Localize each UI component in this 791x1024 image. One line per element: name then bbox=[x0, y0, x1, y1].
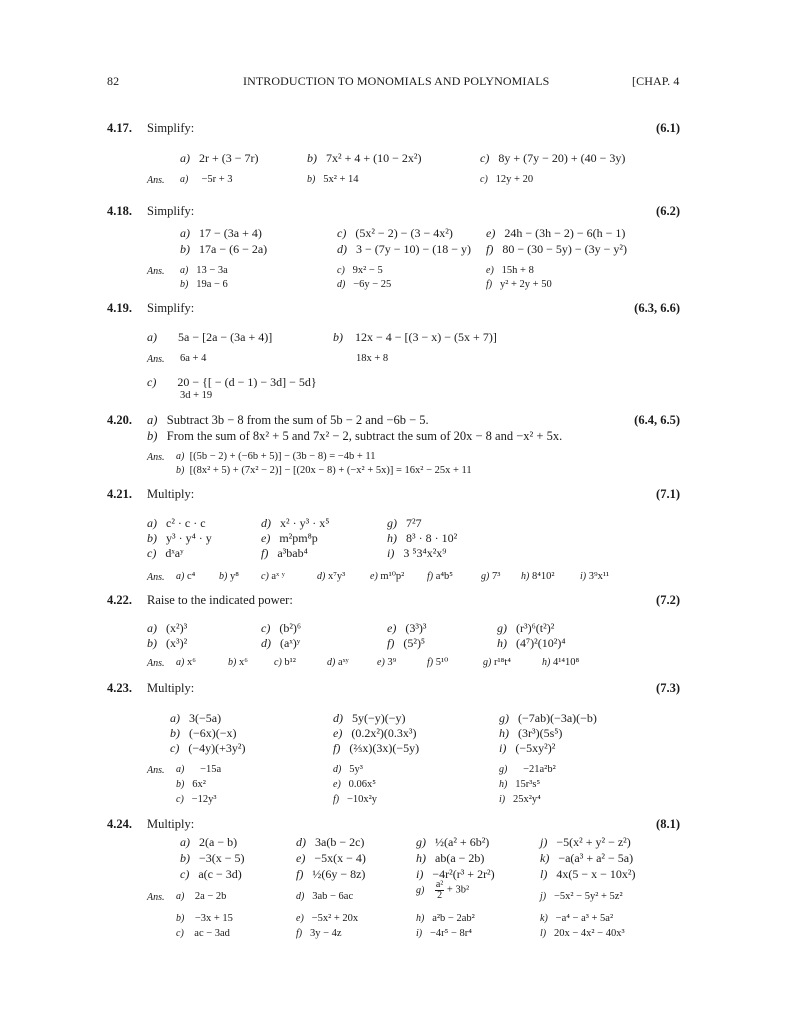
answer-item: b) [(8x² + 5) + (7x² − 2)] − [(20x − 8) + (−x² + 5x)] = 16x² − 25x + 11 bbox=[176, 465, 472, 476]
answer-item: c) b¹² bbox=[274, 657, 296, 668]
exercise-item: a) 2(a − b) bbox=[180, 835, 238, 849]
exercise-item: d) 3a(b − 2c) bbox=[296, 835, 365, 849]
exercise-item: b) 7x² + 4 + (10 − 2x²) bbox=[307, 151, 422, 165]
answer-item: a) x⁶ bbox=[176, 657, 196, 668]
answer-item: c) 9x² − 5 bbox=[337, 265, 383, 276]
exercise-item: b) 12x − 4 − [(3 − x) − (5x + 7)] bbox=[333, 330, 497, 344]
exercise-item: d) (aˣ)ʸ bbox=[261, 636, 301, 650]
answer-item: d) x⁷y³ bbox=[317, 571, 346, 582]
exercise-item: h) (4⁷)²(10²)⁴ bbox=[497, 636, 566, 650]
exercise-item: h) ab(a − 2b) bbox=[416, 851, 485, 865]
answers-label: Ans. bbox=[147, 452, 165, 463]
problem-title: Simplify: bbox=[147, 204, 195, 218]
exercise-item: b) 17a − (6 − 2a) bbox=[180, 242, 268, 256]
exercise-item: e) (0.2x²)(0.3x³) bbox=[333, 726, 417, 740]
exercise-item: g) (−7ab)(−3a)(−b) bbox=[499, 711, 597, 725]
exercise-item: f) a³bab⁴ bbox=[261, 546, 308, 560]
exercise-item: l) 4x(5 − x − 10x²) bbox=[540, 867, 636, 881]
problem-title: Simplify: bbox=[147, 301, 195, 315]
running-title: INTRODUCTION TO MONOMIALS AND POLYNOMIALS bbox=[243, 74, 550, 88]
answer-item: b) −3x + 15 bbox=[176, 913, 233, 924]
exercise-item: j) −5(x² + y² − z²) bbox=[540, 835, 631, 849]
answers-label: Ans. bbox=[147, 892, 165, 903]
problem-number: 4.23. bbox=[107, 681, 132, 695]
problem-number: 4.19. bbox=[107, 301, 132, 315]
exercise-item: f) (5²)⁵ bbox=[387, 636, 426, 650]
problem-title: Simplify: bbox=[147, 121, 195, 135]
answer-item: 6a + 4 bbox=[180, 353, 207, 364]
answer-item: d) 5y³ bbox=[333, 764, 363, 775]
answer-item: c) 12y + 20 bbox=[480, 174, 534, 185]
section-reference: (8.1) bbox=[656, 817, 680, 831]
answer-item: a) c⁴ bbox=[176, 571, 196, 582]
answer-item: j) −5x² − 5y² + 5z² bbox=[540, 891, 623, 902]
exercise-item: c) 8y + (7y − 20) + (40 − 3y) bbox=[480, 151, 626, 165]
answer-item: b) 5x² + 14 bbox=[307, 174, 359, 185]
exercise-item: e) 24h − (3h − 2) − 6(h − 1) bbox=[486, 226, 626, 240]
page-number: 82 bbox=[107, 74, 120, 88]
answers-label: Ans. bbox=[147, 572, 165, 583]
answer-item: b) 19a − 6 bbox=[180, 279, 228, 290]
answer-item: b) x⁶ bbox=[228, 657, 248, 668]
answer-item: a) −5r + 3 bbox=[180, 174, 233, 185]
answer-item: b) y⁸ bbox=[219, 571, 239, 582]
exercise-item: b) y³ · y⁴ · y bbox=[147, 531, 212, 545]
answers-label: Ans. bbox=[147, 765, 165, 776]
exercise-item: d) x² · y³ · x⁵ bbox=[261, 516, 330, 530]
exercise-item: k) −a(a³ + a² − 5a) bbox=[540, 851, 634, 865]
exercise-item: a) 5a − [2a − (3a + 4)] bbox=[147, 330, 273, 344]
section-reference: (7.1) bbox=[656, 487, 680, 501]
answer-item: l) 20x − 4x² − 40x³ bbox=[540, 928, 625, 939]
exercise-item: e) (3³)³ bbox=[387, 621, 427, 635]
problem-number: 4.21. bbox=[107, 487, 132, 501]
problem-number: 4.17. bbox=[107, 121, 132, 135]
problem-number: 4.24. bbox=[107, 817, 132, 831]
answer-item: a) [(5b − 2) + (−6b + 5)] − (3b − 8) = −4b + 11 bbox=[176, 451, 376, 462]
exercise-item: f) (⅔x)(3x)(−5y) bbox=[333, 741, 420, 755]
problem-title: Multiply: bbox=[147, 817, 195, 831]
fraction: $\frac{\text{a²}}{2}$ bbox=[435, 879, 444, 901]
answer-item: f) −10x²y bbox=[333, 794, 378, 805]
answer-item: h) 15r³s⁵ bbox=[499, 779, 541, 790]
exercise-item: b) From the sum of 8x² + 5 and 7x² − 2, subtract the sum of 20x − 8 and −x² + 5x. bbox=[147, 429, 563, 443]
problem-title: Multiply: bbox=[147, 487, 195, 501]
exercise-item: a) 2r + (3 − 7r) bbox=[180, 151, 259, 165]
exercise-item: e) −5x(x − 4) bbox=[296, 851, 366, 865]
answer-item: a) 2a − 2b bbox=[176, 891, 227, 902]
answer-item: d) aˣʸ bbox=[327, 657, 349, 668]
answer-item: 18x + 8 bbox=[356, 353, 389, 364]
exercise-item: e) m²pm⁸p bbox=[261, 531, 318, 545]
answer-item: k) −a⁴ − a³ + 5a² bbox=[540, 913, 614, 924]
exercise-item: a) 17 − (3a + 4) bbox=[180, 226, 262, 240]
answer-item: a) 13 − 3a bbox=[180, 265, 228, 276]
answer-item: g) r¹⁸t⁴ bbox=[483, 657, 511, 668]
exercise-item: h) (3r³)(5s⁵) bbox=[499, 726, 563, 740]
answer-item: f) y² + 2y + 50 bbox=[486, 279, 552, 290]
answer-item: h) 4¹⁴10⁸ bbox=[542, 657, 580, 668]
answer-item: f) 3y − 4z bbox=[296, 928, 342, 939]
answers-label: Ans. bbox=[147, 175, 165, 186]
answer-item: c) −12y³ bbox=[176, 794, 217, 805]
section-reference: (7.3) bbox=[656, 681, 680, 695]
problem-number: 4.20. bbox=[107, 413, 132, 427]
exercise-item: i) 3 ⁵3⁴x²x⁹ bbox=[387, 546, 447, 560]
exercise-item: i) (−5xy²)² bbox=[499, 741, 556, 755]
exercise-item: f) ½(6y − 8z) bbox=[296, 867, 366, 881]
problem-number: 4.18. bbox=[107, 204, 132, 218]
problem-title: Multiply: bbox=[147, 681, 195, 695]
exercise-item: g) 7²7 bbox=[387, 516, 422, 530]
answer-item: e) 3⁹ bbox=[377, 657, 397, 668]
answer-item: a) −15a bbox=[176, 764, 222, 775]
chapter-label: [CHAP. 4 bbox=[632, 74, 680, 88]
answer-item: f) a⁴b⁵ bbox=[427, 571, 453, 582]
exercise-item: a) 3(−5a) bbox=[170, 711, 222, 725]
exercise-item: f) 80 − (30 − 5y) − (3y − y²) bbox=[486, 242, 627, 256]
section-reference: (6.4, 6.5) bbox=[634, 413, 680, 427]
exercise-item: c) (5x² − 2) − (3 − 4x²) bbox=[337, 226, 453, 240]
exercise-item: c) dˣaʸ bbox=[147, 546, 184, 560]
answer-item: e) −5x² + 20x bbox=[296, 913, 359, 924]
answer-item: g) 7³ bbox=[481, 571, 501, 582]
exercise-item: c) (−4y)(+3y²) bbox=[170, 741, 246, 755]
exercise-item: b) (x³)² bbox=[147, 636, 188, 650]
answer-item: i) −4r⁵ − 8r⁴ bbox=[416, 928, 472, 939]
section-reference: (6.2) bbox=[656, 204, 680, 218]
problem-title: Raise to the indicated power: bbox=[147, 593, 293, 607]
answer-item: i) 3⁹x¹¹ bbox=[580, 571, 610, 582]
exercise-item: c) a(c − 3d) bbox=[180, 867, 242, 881]
answer-item: d) 3ab − 6ac bbox=[296, 891, 354, 902]
answer-item: e) m¹⁰p² bbox=[370, 571, 405, 582]
answer-item: 3d + 19 bbox=[180, 390, 213, 401]
exercise-item: b) −3(x − 5) bbox=[180, 851, 245, 865]
problem-number: 4.22. bbox=[107, 593, 132, 607]
answer-item: e) 15h + 8 bbox=[486, 265, 534, 276]
exercise-item: a) Subtract 3b − 8 from the sum of 5b − 2 and −6b − 5. bbox=[147, 413, 429, 427]
exercise-item: h) 8³ · 8 · 10² bbox=[387, 531, 458, 545]
answers-label: Ans. bbox=[147, 266, 165, 277]
answer-item: c) ac − 3ad bbox=[176, 928, 230, 939]
answer-item: e) 0.06x⁵ bbox=[333, 779, 376, 790]
exercise-item: g) (r³)⁶(t²)² bbox=[497, 621, 555, 635]
section-reference: (7.2) bbox=[656, 593, 680, 607]
answer-item: h) 8⁴10² bbox=[521, 571, 555, 582]
exercise-item: g) ½(a² + 6b²) bbox=[416, 835, 490, 849]
exercise-item: b) (−6x)(−x) bbox=[170, 726, 237, 740]
answer-item: d) −6y − 25 bbox=[337, 279, 392, 290]
exercise-item: i) −4r²(r³ + 2r²) bbox=[416, 867, 495, 881]
answers-label: Ans. bbox=[147, 354, 165, 365]
exercise-item: c) (b²)⁶ bbox=[261, 621, 302, 635]
answer-item: g) −21a²b² bbox=[499, 764, 556, 775]
exercise-item: a) (x²)³ bbox=[147, 621, 188, 635]
exercise-item: d) 5y(−y)(−y) bbox=[333, 711, 406, 725]
answer-item: f) 5¹⁰ bbox=[427, 657, 449, 668]
answers-label: Ans. bbox=[147, 658, 165, 669]
answer-item: i) 25x²y⁴ bbox=[499, 794, 541, 805]
section-reference: (6.1) bbox=[656, 121, 680, 135]
answer-item: g) $\frac{\text{a²}}{2}$ + 3b² bbox=[416, 879, 470, 901]
exercise-item: c) 20 − {[ − (d − 1) − 3d] − 5d} bbox=[147, 375, 317, 389]
exercise-item: a) c² · c · c bbox=[147, 516, 206, 530]
answer-item: b) 6x² bbox=[176, 779, 206, 790]
exercise-item: d) 3 − (7y − 10) − (18 − y) bbox=[337, 242, 472, 256]
section-reference: (6.3, 6.6) bbox=[634, 301, 680, 315]
answer-item: c) aˣ ʸ bbox=[261, 571, 285, 582]
answer-item: h) a²b − 2ab² bbox=[416, 913, 475, 924]
